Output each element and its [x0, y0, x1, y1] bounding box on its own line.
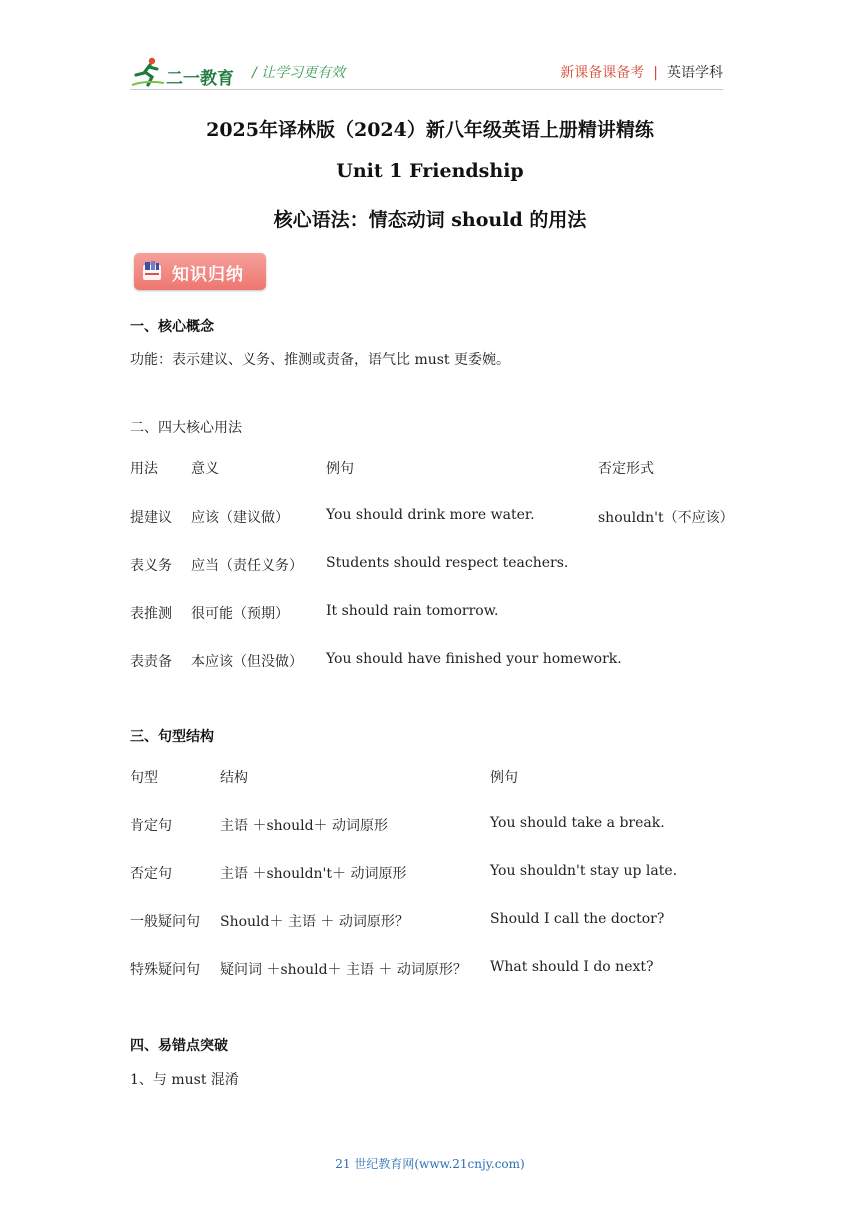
structure-header-cell: 句型: [130, 770, 158, 786]
usage-header-cell: 否定形式: [598, 461, 654, 477]
structure-cell: 主语 ＋shouldn't＋ 动词原形: [220, 866, 407, 882]
runner-icon: [130, 56, 166, 88]
header-right: [560, 62, 723, 82]
grammar-title: 核心语法：情态动词 should 的用法: [273, 209, 587, 231]
book-icon: [140, 259, 164, 283]
section4-heading: 四、易错点突破: [130, 1038, 228, 1054]
usage-header-cell: 用法: [130, 461, 158, 477]
footer-link[interactable]: 21 世纪教育网(www.21cnjy.com): [335, 1157, 525, 1171]
structure-header-cell: 结构: [220, 770, 248, 786]
header-label: 新课备课备考: [560, 65, 645, 81]
usage-cell: Students should respect teachers.: [326, 555, 569, 571]
usage-cell: 应该（建议做）: [191, 510, 289, 526]
logo-text: 二一教育: [166, 69, 234, 89]
usage-cell: 表推测: [130, 606, 172, 622]
header-subject: 英语学科: [667, 65, 723, 81]
section1-text: 功能：表示建议、义务、推测或责备，语气比 must 更委婉。: [130, 352, 511, 368]
logo: [130, 56, 242, 90]
structure-cell: Should I call the doctor?: [490, 911, 665, 927]
section1-heading: 一、核心概念: [130, 319, 214, 335]
usage-cell: 本应该（但没做）: [191, 654, 303, 670]
section2-heading: 二、四大核心用法: [130, 420, 242, 436]
structure-cell: Should＋ 主语 ＋ 动词原形？: [220, 914, 409, 930]
usage-header-cell: 例句: [326, 461, 354, 477]
section4-item1: 1、与 must 混淆: [130, 1072, 239, 1088]
usage-cell: You should have finished your homework.: [326, 651, 622, 667]
usage-header-cell: 意义: [191, 461, 219, 477]
header-divider: [130, 89, 723, 90]
structure-cell: 否定句: [130, 866, 172, 882]
structure-cell: 肯定句: [130, 818, 172, 834]
unit-title: Unit 1 Friendship: [336, 160, 524, 182]
usage-cell: 提建议: [130, 510, 172, 526]
header-separator: |: [653, 65, 658, 81]
usage-cell: 表责备: [130, 654, 172, 670]
slogan: / 让学习更有效: [252, 65, 346, 81]
usage-cell: It should rain tomorrow.: [326, 603, 499, 619]
usage-cell: 应当（责任义务）: [191, 558, 303, 574]
badge-label: 知识归纳: [172, 265, 244, 285]
structure-cell: You shouldn't stay up late.: [490, 863, 678, 879]
structure-cell: 疑问词 ＋should＋ 主语 ＋ 动词原形？: [220, 962, 467, 978]
structure-cell: 主语 ＋should＋ 动词原形: [220, 818, 388, 834]
structure-header-cell: 例句: [490, 770, 518, 786]
usage-cell: 很可能（预期）: [191, 606, 289, 622]
section3-heading: 三、句型结构: [130, 729, 214, 745]
usage-cell: 表义务: [130, 558, 172, 574]
usage-cell: shouldn't（不应该）: [598, 510, 734, 526]
usage-cell: You should drink more water.: [326, 507, 535, 523]
structure-cell: 一般疑问句: [130, 914, 200, 930]
structure-cell: 特殊疑问句: [130, 962, 200, 978]
structure-cell: What should I do next?: [490, 959, 654, 975]
page-title: 2025年译林版（2024）新八年级英语上册精讲精练: [206, 119, 654, 141]
structure-cell: You should take a break.: [490, 815, 665, 831]
knowledge-badge: [134, 253, 266, 290]
